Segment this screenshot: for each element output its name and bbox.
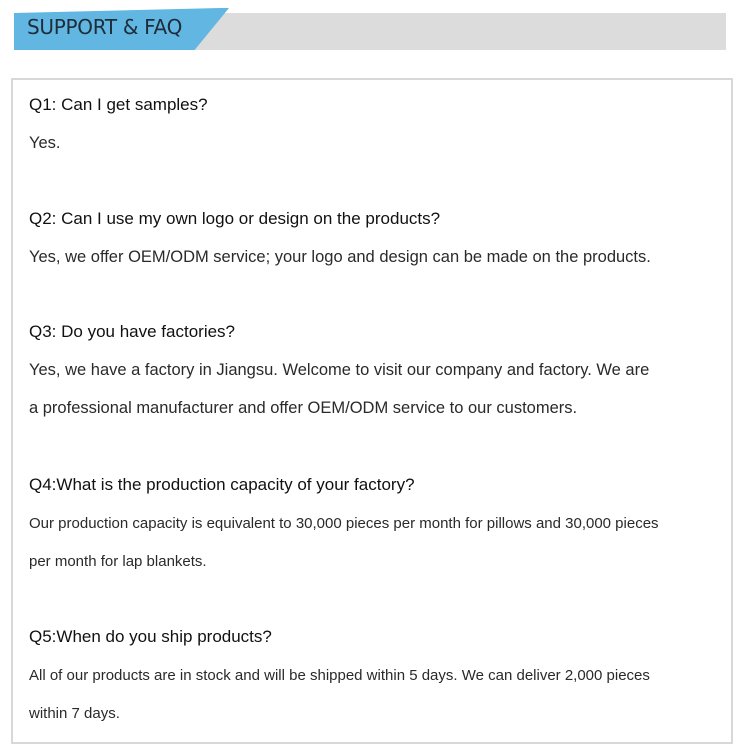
faq-answer-3-line-2: a professional manufacturer and offer OEM/ODM service to our customers. <box>29 399 578 417</box>
faq-answer-2-line-1: Yes, we offer OEM/ODM service; your logo and design can be made on the products. <box>29 248 651 266</box>
faq-answer-4-line-2: per month for lap blankets. <box>29 553 207 570</box>
faq-question-4: Q4:What is the production capacity of your factory? <box>29 475 415 494</box>
faq-answer-3-line-1: Yes, we have a factory in Jiangsu. Welcome to visit our company and factory. We are <box>29 361 650 379</box>
faq-answer-5-line-1: All of our products are in stock and will be shipped within 5 days. We can deliver 2,000 pieces <box>29 667 650 684</box>
faq-question-2: Q2: Can I use my own logo or design on the products? <box>29 209 441 228</box>
faq-answer-4-line-1: Our production capacity is equivalent to 30,000 pieces per month for pillows and 30,000 pieces <box>29 515 659 532</box>
faq-question-1: Q1: Can I get samples? <box>29 95 208 114</box>
faq-answer-1-line-1: Yes. <box>29 134 61 152</box>
faq-question-5: Q5:When do you ship products? <box>29 627 272 646</box>
faq-answer-5-line-2: within 7 days. <box>29 705 120 722</box>
section-title: SUPPORT & FAQ <box>27 15 183 39</box>
faq-question-3: Q3: Do you have factories? <box>29 322 236 341</box>
